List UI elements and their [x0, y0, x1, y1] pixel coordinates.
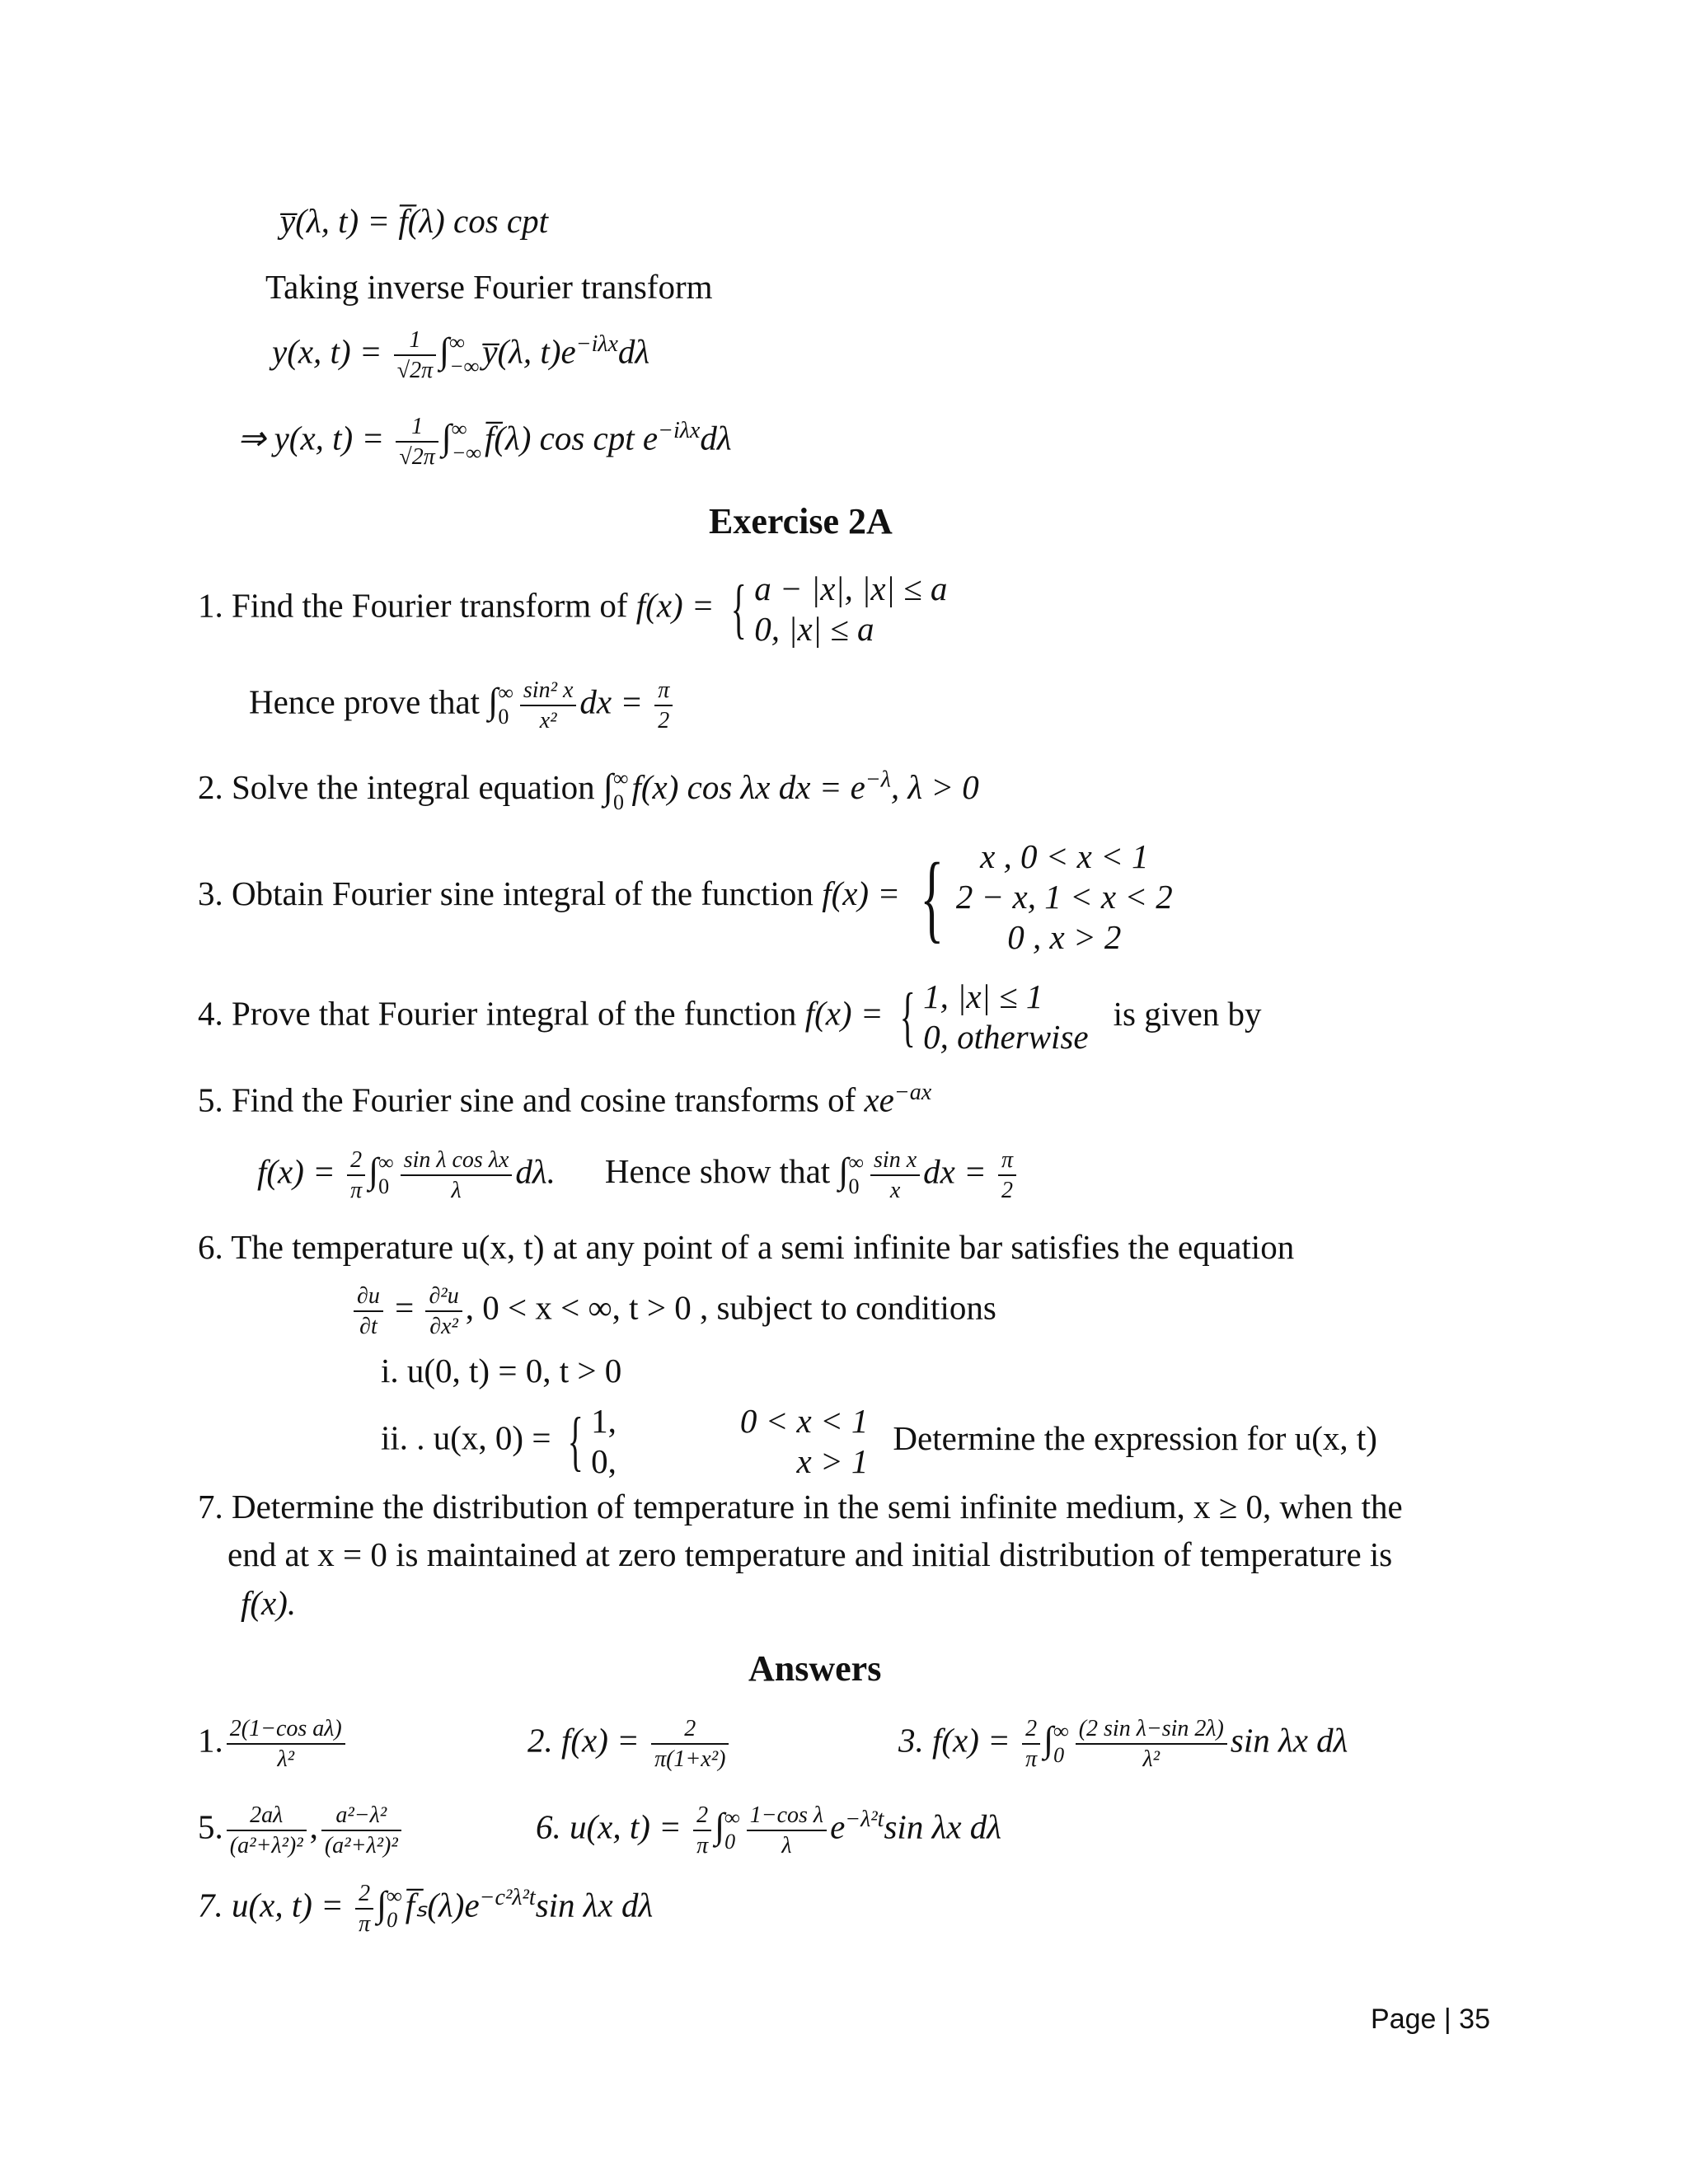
question-2: 2. Solve the integral equation ∫ ∞ 0 f(x) cos λx dx = $e^{-\lambda}$, λ > 0: [198, 766, 979, 814]
answer-6: 6. u(x, t) = $\frac{2}{\pi}$ ∫ ∞ 0 $\frac{\text{1−cos λ}}{\lambda}$ $e^{-\lambda^2t}\sin$ λx dλ: [536, 1802, 1002, 1858]
question-1-hence: Hence prove that ∫ ∞ 0 $\frac{\text{sin² x}}{\text{x²}}$ dx = $\frac{\pi}{2}$: [249, 676, 676, 735]
question-6-cond-ii: ii. . u(x, 0) = { 1, 0, 0 < x < 1 x > 1 Determine the expression for u(x, t): [381, 1402, 1377, 1481]
answer-1: 1. $\frac{\text{2(1−cos aλ)}}{\text{λ²}}$: [198, 1714, 349, 1774]
question-7-line-1: 7. Determine the distribution of temperature in the semi infinite medium, x ≥ 0, when the: [198, 1488, 1403, 1526]
question-1: 1. Find the Fourier transform of f(x) = { a − |x|, |x| ≤ a 0, |x| ≤ a: [198, 569, 948, 649]
heading-exercise: Exercise 2A: [709, 501, 893, 541]
question-4-formula: f(x) = $\frac{2}{\pi}$ ∫ ∞ 0 $\frac{\text{sin λ cos λx}}{\lambda}$ dλ. Hence show that ∫ ∞ 0 $\frac{\text{sin x}}{x}$ dx = $\frac{\pi}{2}$: [257, 1146, 1020, 1205]
answer-3: 3. f(x) = $\frac{2}{\pi}$ ∫ ∞ 0 $\frac{\text{(2 sin λ−sin 2λ)}}{\text{λ²}}$ sin λx dλ: [898, 1716, 1348, 1772]
page-number: Page | 35: [1371, 2004, 1490, 2035]
heading-answers: Answers: [748, 1648, 882, 1689]
equation-line-3: y(x, t) = $\frac{1}{√2\pi}$ ∫ ∞ −∞ y̅(λ, $t)e^{-i\lambda x}d\lambda$: [272, 327, 650, 383]
question-7-line-3: f(x).: [241, 1584, 297, 1622]
question-6: 6. The temperature u(x, t) at any point of a semi infinite bar satisfies the equation: [198, 1228, 1295, 1266]
question-6-pde: $\frac{\partial u}{\partial t}$ = $\frac{\text{∂²u}}{\text{∂x²}}$ , 0 < x < ∞, t > 0 , subject to conditions: [350, 1282, 996, 1341]
answer-7: 7. u(x, t) = $\frac{2}{\pi}$ ∫ ∞ 0 $f̅_s(\lambda)e^{-c^2\lambda^2t}\sin$ λx dλ: [198, 1881, 654, 1937]
equation-line-4: ⇒ y(x, t) = $\frac{1}{√2\pi}$ ∫ ∞ −∞ f̅(λ) cos cpt $e^{-i\lambda x}d\lambda$: [237, 414, 732, 470]
question-6-cond-i: i. u(0, t) = 0, t > 0: [381, 1352, 622, 1390]
answer-2: 2. f(x) = $\frac{2}{\text{π(1+x²)}}$: [528, 1714, 732, 1774]
question-4: 4. Prove that Fourier integral of the function f(x) = { 1, |x| ≤ 1 0, otherwise is given by: [198, 977, 1262, 1057]
question-3: 3. Obtain Fourier sine integral of the function f(x) = { x , 0 < x < 1 2 − x, 1 < x < 2 0 , x > 2: [198, 837, 1173, 957]
text-line-inverse: Taking inverse Fourier transform: [265, 268, 713, 306]
question-7-line-2: end at x = 0 is maintained at zero temperature and initial distribution of temperature is: [227, 1535, 1393, 1573]
equation-line-1: y̅(λ, t) = f̅(λ) cos cpt: [280, 202, 549, 240]
answer-5: 5. $\frac{2a\lambda}{\text{(a²+λ²)²}}$ , $\frac{\text{a²−λ²}}{\text{(a²+λ²)²}}$: [198, 1801, 405, 1860]
question-5: 5. Find the Fourier sine and cosine transforms of $xe^{-ax}$: [198, 1080, 932, 1119]
